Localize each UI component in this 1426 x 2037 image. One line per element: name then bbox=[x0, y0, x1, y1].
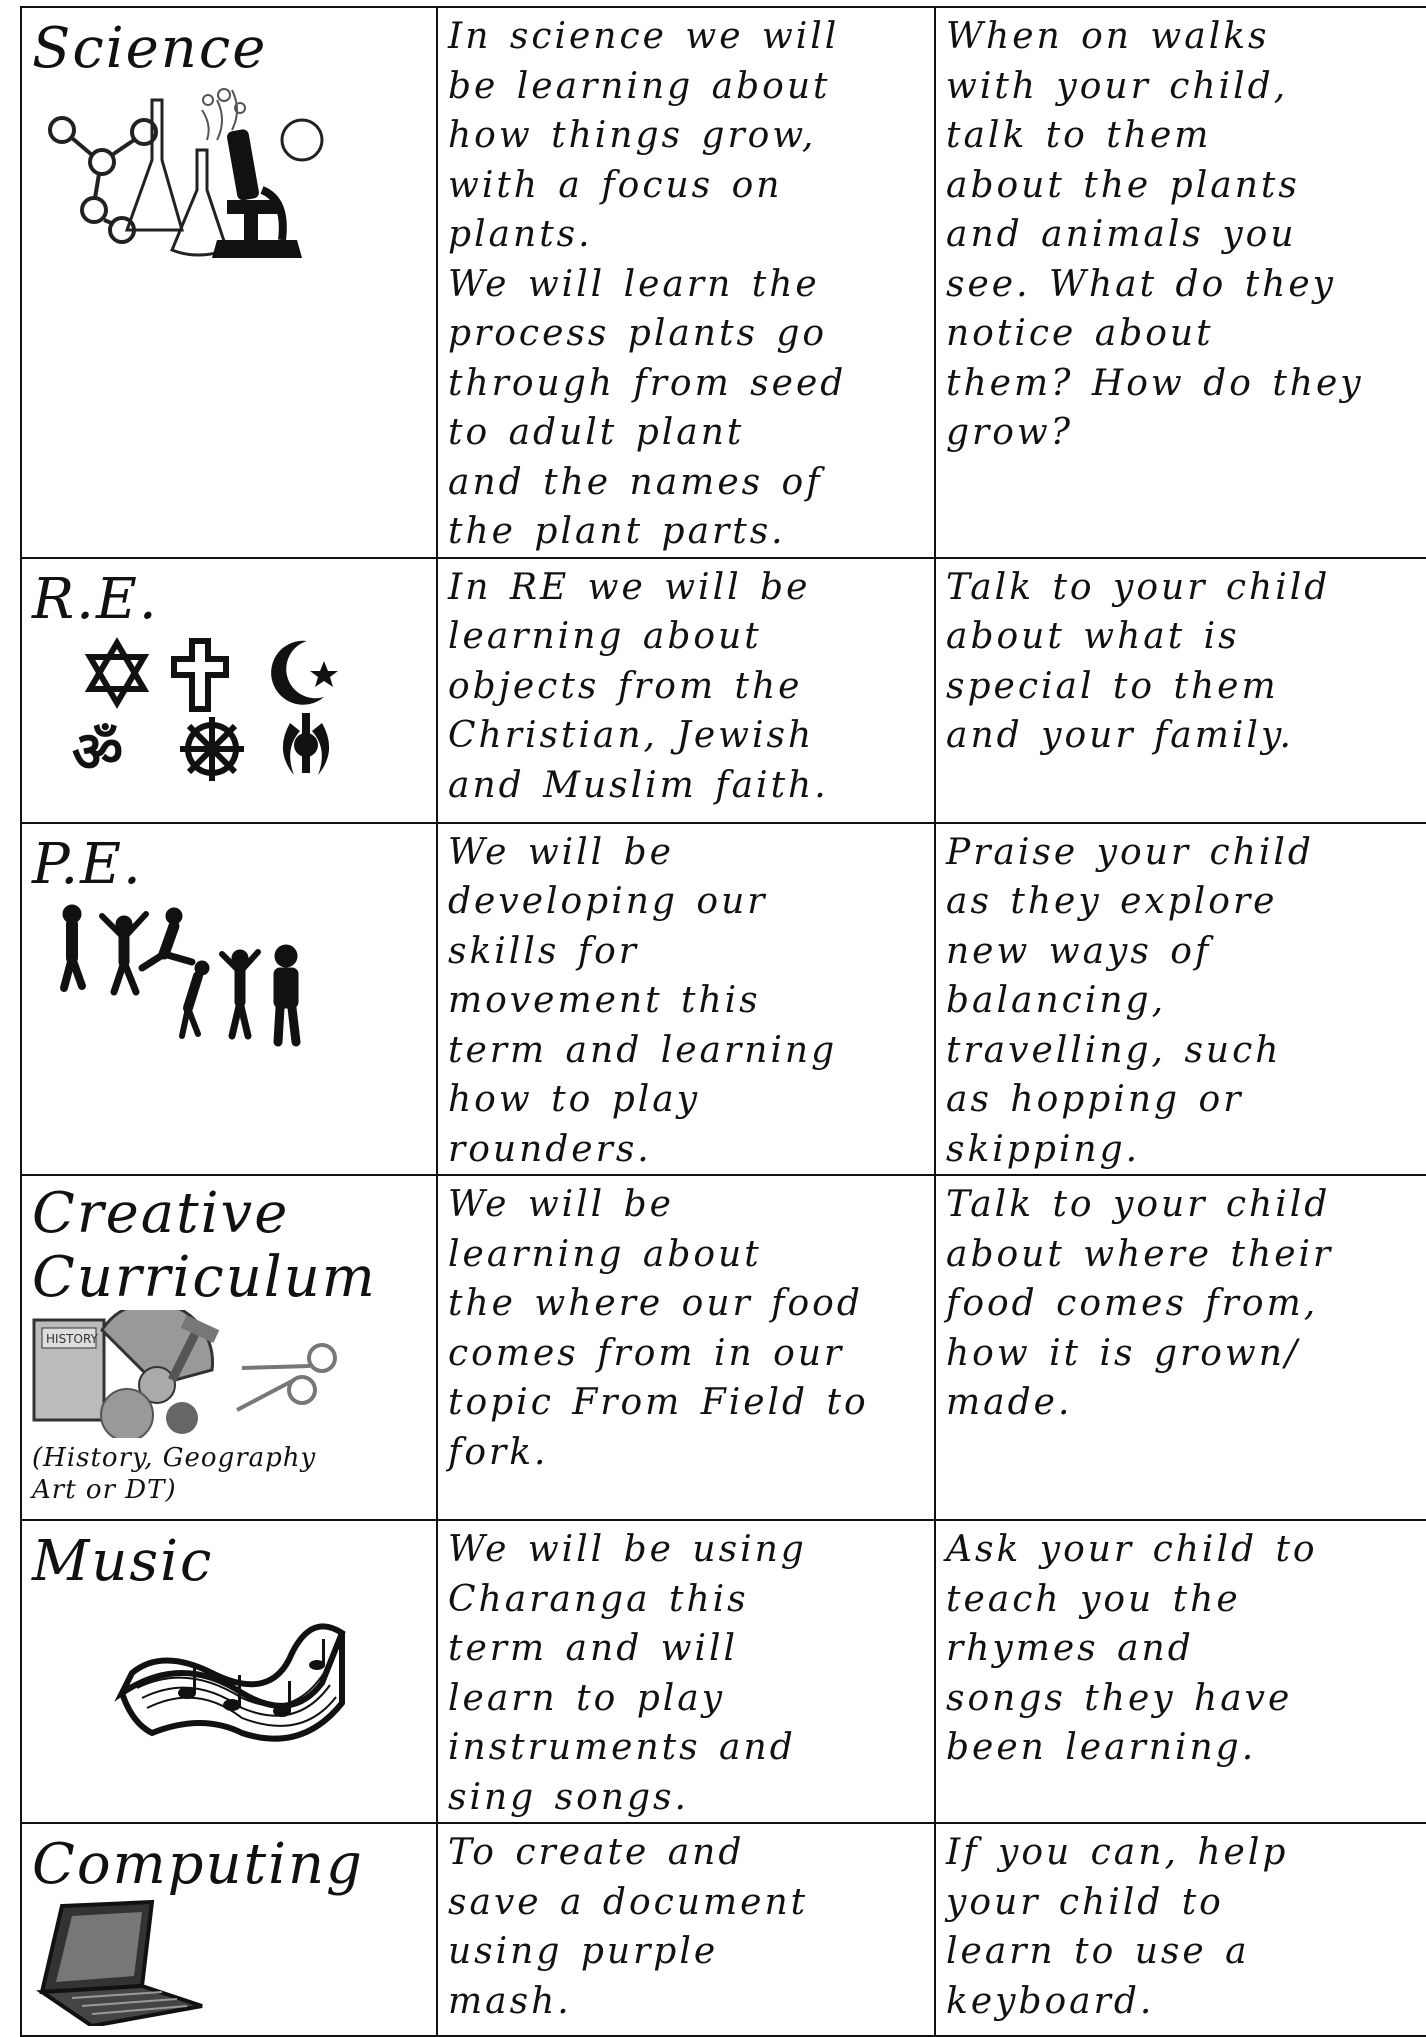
table-row bbox=[21, 7, 1426, 558]
home-cell bbox=[935, 558, 1426, 823]
home-cell bbox=[935, 7, 1426, 558]
home-text: If you can, help your child to learn to use a keyboard. bbox=[946, 1832, 1289, 2022]
home-cell bbox=[935, 823, 1426, 1176]
creative-tools-icon bbox=[32, 1310, 352, 1438]
svg-text:ॐ: ॐ bbox=[72, 719, 124, 781]
learning-cell bbox=[437, 558, 935, 823]
learning-cell bbox=[437, 823, 935, 1176]
subject-subnote: (History, Geography Art or DT) bbox=[32, 1443, 317, 1505]
music-notes-icon bbox=[92, 1593, 392, 1773]
learning-text: We will be using Charanga this term and will learn to play instruments and sing songs. bbox=[448, 1529, 807, 1818]
table-row bbox=[21, 558, 1426, 823]
learning-text: To create and save a document using purple mash. bbox=[448, 1832, 809, 2022]
table-row bbox=[21, 823, 1426, 1176]
subject-title: Music bbox=[32, 1529, 214, 1594]
learning-text: In science we will be learning about how things grow, with a focus on plants. We will learn the process plants go through from seed to adult plant and the names of the plant parts. bbox=[448, 16, 847, 552]
curriculum-table bbox=[20, 6, 1426, 2037]
table-row bbox=[21, 1175, 1426, 1520]
home-cell bbox=[935, 1823, 1426, 2036]
subject-cell bbox=[21, 1823, 437, 2036]
home-text: Ask your child to teach you the rhymes and songs they have been learning. bbox=[946, 1529, 1318, 1768]
science-equipment-icon bbox=[32, 80, 332, 260]
subject-cell bbox=[21, 1175, 437, 1520]
home-text: Talk to your child about where their food comes from, how it is grown/ made. bbox=[946, 1184, 1334, 1423]
learning-cell bbox=[437, 1520, 935, 1823]
subject-title: P.E. bbox=[32, 831, 143, 897]
subject-title: Computing bbox=[32, 1832, 364, 1897]
dancing-children-icon bbox=[42, 896, 342, 1056]
learning-text: In RE we will be learning about objects from the Christian, Jewish and Muslim faith. bbox=[448, 566, 829, 806]
learning-cell bbox=[437, 7, 935, 558]
subject-title: R.E. bbox=[32, 566, 159, 632]
learning-cell bbox=[437, 1823, 935, 2036]
subject-cell bbox=[21, 1520, 437, 1823]
subject-title: Science bbox=[32, 16, 268, 81]
religious-symbols-icon bbox=[62, 631, 362, 781]
home-text: Talk to your child about what is special to them and your family. bbox=[946, 566, 1331, 756]
laptop-icon bbox=[32, 1896, 232, 2026]
home-text: When on walks with your child, talk to them about the plants and animals you see. What do they notice about them? How do they grow? bbox=[946, 16, 1364, 453]
learning-text: We will be developing our skills for movement this term and learning how to play rounders. bbox=[448, 831, 838, 1170]
subject-cell bbox=[21, 558, 437, 823]
home-text: Praise your child as they explore new ways of balancing, travelling, such as hopping or skipping. bbox=[946, 831, 1314, 1170]
home-cell bbox=[935, 1175, 1426, 1520]
subject-cell bbox=[21, 823, 437, 1176]
table-row bbox=[21, 1823, 1426, 2036]
history-book-label: HISTORY bbox=[46, 1332, 98, 1346]
learning-text: We will be learning about the where our food comes from in our topic From Field to fork. bbox=[448, 1184, 869, 1473]
home-cell bbox=[935, 1520, 1426, 1823]
learning-cell bbox=[437, 1175, 935, 1520]
table-row bbox=[21, 1520, 1426, 1823]
subject-cell bbox=[21, 7, 437, 558]
subject-title: Creative Curriculum bbox=[32, 1181, 377, 1310]
